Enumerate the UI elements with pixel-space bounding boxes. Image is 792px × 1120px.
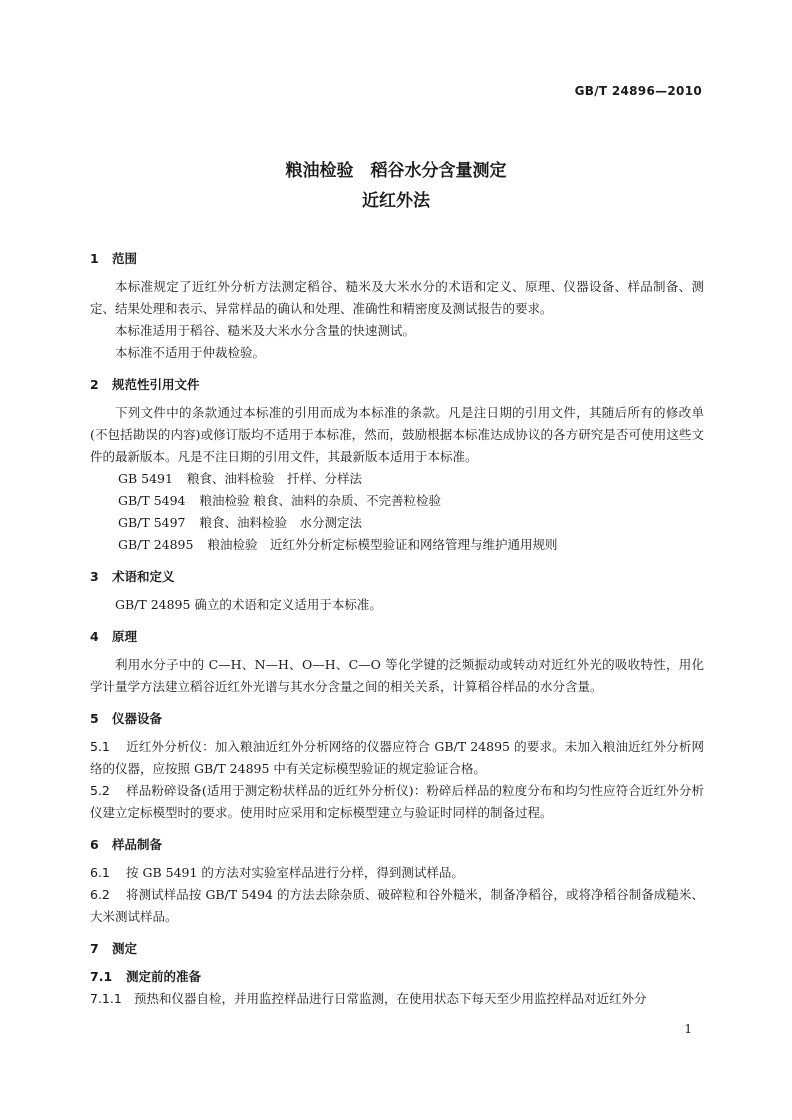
section-normative-references [90,374,704,556]
document-subtitle: 近红外法 [362,191,430,211]
section-sample-preparation [90,834,704,928]
section-principle [90,626,704,698]
section-scope [90,248,704,364]
section-title: 样品制备 [112,837,163,852]
document-body [90,248,704,1020]
numbered-item: 6.2 将测试样品按 GB/T 5494 的方法去除杂质、破碎粒和谷外糙米，制备净稻谷，或将净稻谷制备成糙米、大米测试样品。 [90,887,704,924]
reference-item: GB/T 5497 粮食、油料检验 水分测定法 [118,515,363,530]
section-heading: 2 规范性引用文件 [90,377,200,392]
numbered-item: 5.2 样品粉碎设备(适用于测定粉状样品的近红外分析仪)：粉碎后样品的粒度分布和均匀性应符合近红外分析仪建立定标模型时的要求。使用时应采用和定标模型建立与验证时同样的制备过程。 [90,783,704,820]
subsection-title: 测定前的准备 [126,969,202,984]
section-heading: 6 样品制备 [90,837,163,852]
section-title: 测定 [112,941,138,956]
reference-item: GB/T 5494 粮油检验 粮食、油料的杂质、不完善粒检验 [118,493,441,508]
document-title: 粮油检验 稻谷水分含量测定 [285,161,507,181]
section-heading: 1 范围 [90,251,138,266]
section-heading: 5 仪器设备 [90,711,163,726]
section-title: 仪器设备 [112,711,163,726]
reference-item: GB 5491 粮食、油料检验 扦样、分样法 [118,471,362,486]
numbered-item: 7.1.1 预热和仪器自检，并用监控样品进行日常监测，在使用状态下每天至少用监控样品对近红外分 [90,991,647,1006]
paragraph: 本标准不适用于仲裁检验。 [115,345,266,360]
section-terms [90,566,704,616]
numbered-item: 6.1 按 GB 5491 的方法对实验室样品进行分样，得到测试样品。 [90,865,464,880]
numbered-item: 5.1 近红外分析仪：加入粮油近红外分析网络的仪器应符合 GB/T 24895 的要求。未加入粮油近红外分析网络的仪器，应按照 GB/T 24895 中有关定标模型验证的规定验证合格。 [90,739,704,776]
standard-number: GB/T 24896—2010 [574,84,702,98]
section-title: 规范性引用文件 [112,377,200,392]
paragraph: 本标准适用于稻谷、糙米及大米水分含量的快速测试。 [115,323,416,338]
section-heading: 7 测定 [90,941,138,956]
section-title: 术语和定义 [112,569,175,584]
section-determination [90,938,704,1010]
section-heading: 4 原理 [90,629,138,644]
section-apparatus [90,708,704,824]
subsection-heading: 7.1 测定前的准备 [90,969,202,984]
paragraph: 本标准规定了近红外分析方法测定稻谷、糙米及大米水分的术语和定义、原理、仪器设备、样品制备、测定、结果处理和表示、异常样品的确认和处理、准确性和精密度及测试报告的要求。 [90,279,704,316]
paragraph: GB/T 24895 确立的术语和定义适用于本标准。 [115,597,382,612]
page-number: 1 [684,1022,692,1036]
paragraph: 下列文件中的条款通过本标准的引用而成为本标准的条款。凡是注日期的引用文件，其随后所有的修改单(不包括勘误的内容)或修订版均不适用于本标准，然而，鼓励根据本标准达成协议的各方研究是否可使用这些文件的最新版本。凡是不注日期的引用文件，其最新版本适用于本标准。 [90,405,704,464]
section-title: 原理 [112,629,138,644]
reference-item: GB/T 24895 粮油检验 近红外分析定标模型验证和网络管理与维护通用规则 [118,537,558,552]
section-title: 范围 [112,251,138,266]
section-heading: 3 术语和定义 [90,569,175,584]
paragraph: 利用水分子中的 C—H、N—H、O—H、C—O 等化学键的泛频振动或转动对近红外光的吸收特性，用化学计量学方法建立稻谷近红外光谱与其水分含量之间的相关关系，计算稻谷样品的水分含量。 [90,657,704,694]
